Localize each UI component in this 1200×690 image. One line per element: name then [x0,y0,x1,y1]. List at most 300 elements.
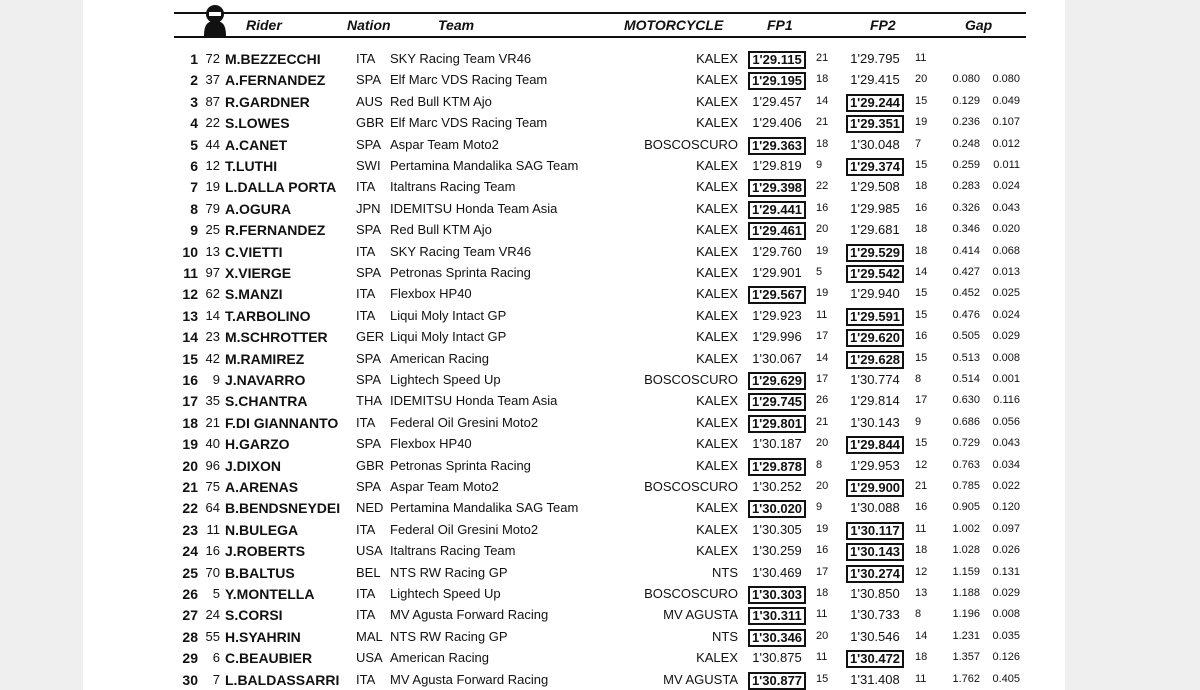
gap-previous-cell: 0.011 [993,159,1020,171]
rider-name-cell: T.LUTHI [225,158,278,174]
rider-name-cell: J.DIXON [225,457,282,474]
fp1-laps-cell: 18 [816,137,829,150]
fp2-laps-cell: 18 [915,651,928,664]
nation-cell: JPN [356,200,381,216]
nation-cell: ITA [356,521,376,537]
motorcycle-cell: KALEX [696,115,738,131]
gap-previous-cell: 0.008 [992,608,1020,621]
fp2-laps-cell: 15 [915,287,928,300]
gap-cell: 0.513 [952,351,980,364]
nation-cell: SPA [356,72,382,88]
fp2-time-cell: 1'29.985 [850,200,900,216]
motorcycle-cell: BOSCOSCURO [644,586,738,601]
gap-previous-cell: 0.024 [992,180,1020,193]
fp1-laps-cell: 17 [816,330,829,343]
team-cell: IDEMITSU Honda Team Asia [390,200,558,216]
gap-cell: 1.762 [952,672,980,685]
gap-cell: 0.505 [952,330,980,343]
rider-number-cell: 42 [205,350,220,366]
fp1-time-cell [742,629,812,647]
table-row [170,669,1030,690]
gap-previous-cell: 0.035 [992,629,1020,642]
fp2-laps-cell: 7 [915,137,922,150]
best-time-box: 1'30.303 [748,586,806,604]
motorcycle-cell: BOSCOSCURO [644,136,738,152]
fp2-laps-cell: 15 [915,94,928,107]
best-time-box: 1'29.745 [748,393,806,411]
table-row [170,48,1030,69]
nation-cell: SPA [356,136,382,152]
nation-cell: GBR [356,457,385,473]
team-cell: SKY Racing Team VR46 [390,51,532,66]
gap-cell: 0.729 [952,437,980,450]
position-cell: 24 [182,543,198,560]
team-cell: SKY Racing Team VR46 [390,243,532,259]
rider-number-cell: 12 [205,158,220,173]
team-cell: Elf Marc VDS Racing Team [390,72,548,88]
position-cell: 4 [190,115,198,132]
best-time-box: 1'30.274 [846,565,904,583]
fp2-laps-cell: 21 [915,480,928,492]
gap-cell: 0.346 [952,223,980,236]
motorcycle-cell: MV AGUSTA [663,607,738,623]
position-cell: 5 [190,136,198,153]
table-row [170,583,1030,604]
rider-helmet-icon [200,4,230,36]
motorcycle-cell: KALEX [696,265,738,280]
fp1-time-cell: 1'30.469 [752,564,802,580]
gap-previous-cell: 0.013 [992,266,1020,278]
fp2-time-cell [840,244,910,262]
header-fp1: FP1 [767,17,793,33]
rider-name-cell: B.BALTUS [225,564,295,581]
nation-cell: ITA [356,179,376,195]
fp2-laps-cell: 12 [915,565,928,578]
fp2-laps-cell: 11 [915,672,927,685]
fp2-time-cell [840,543,910,561]
fp1-laps-cell: 19 [816,244,829,257]
fp2-time-cell [840,565,910,583]
best-time-box: 1'29.363 [748,137,806,155]
fp1-time-cell [742,458,812,476]
fp2-laps-cell: 15 [915,308,928,321]
team-cell: Pertamina Mandalika SAG Team [390,500,579,516]
fp2-laps-cell: 8 [915,373,922,385]
team-cell: Lightech Speed Up [390,372,501,387]
motorcycle-cell: KALEX [696,200,738,216]
gap-previous-cell: 0.107 [992,116,1020,129]
team-cell: Liqui Moly Intact GP [390,307,507,323]
position-cell: 15 [182,350,198,367]
team-cell: Federal Oil Gresini Moto2 [390,414,539,430]
fp2-laps-cell: 16 [915,201,928,214]
table-row [170,519,1030,540]
fp1-laps-cell: 8 [816,458,823,471]
fp1-time-cell: 1'30.187 [752,436,802,452]
gap-previous-cell: 0.068 [992,244,1020,257]
best-time-box: 1'29.398 [748,179,806,197]
gap-cell: 0.259 [952,159,980,171]
position-cell: 12 [182,286,198,303]
table-row [170,305,1030,326]
position-cell: 26 [182,586,198,602]
gap-previous-cell: 0.026 [992,544,1020,557]
rider-number-cell: 13 [205,243,220,259]
gap-previous-cell: 0.029 [992,587,1020,599]
nation-cell: SPA [356,222,382,238]
fp1-time-cell: 1'29.457 [752,93,802,109]
fp1-time-cell: 1'29.760 [752,243,802,259]
fp2-time-cell: 1'29.814 [850,393,900,409]
position-cell: 2 [190,72,198,89]
rider-name-cell: S.MANZI [225,286,283,303]
best-time-box: 1'30.311 [748,607,805,625]
gap-cell: 0.452 [952,287,980,300]
rider-number-cell: 22 [205,115,220,131]
fp2-time-cell [840,479,910,497]
fp1-laps-cell: 14 [816,94,829,107]
fp1-laps-cell: 16 [816,544,829,557]
rider-number-cell: 21 [205,414,220,430]
rider-name-cell: L.DALLA PORTA [225,179,337,196]
position-cell: 8 [190,200,198,217]
table-row [170,647,1030,668]
gap-cell: 1.231 [952,629,980,642]
position-cell: 22 [182,500,198,517]
fp1-time-cell: 1'30.875 [752,650,802,666]
fp2-laps-cell: 16 [915,501,928,514]
team-cell: MV Agusta Forward Racing [390,671,549,687]
fp2-time-cell [840,265,910,283]
fp2-time-cell: 1'30.546 [850,628,900,644]
team-cell: American Racing [390,650,489,666]
fp1-laps-cell: 20 [816,629,829,642]
motorcycle-cell: NTS [712,564,738,580]
fp2-laps-cell: 9 [915,415,922,428]
gap-cell: 1.002 [952,522,980,535]
rider-name-cell: S.LOWES [225,115,290,132]
fp2-laps-cell: 11 [915,52,927,64]
nation-cell: SWI [356,158,381,173]
gap-cell: 0.248 [952,137,980,150]
rider-name-cell: Y.MONTELLA [225,586,315,602]
rider-number-cell: 75 [205,479,220,494]
fp1-laps-cell: 9 [816,159,823,171]
position-cell: 27 [182,607,198,624]
motorcycle-cell: BOSCOSCURO [644,372,738,387]
team-cell: Aspar Team Moto2 [390,479,499,494]
position-cell: 18 [182,414,198,431]
rider-number-cell: 70 [205,564,220,580]
best-time-box: 1'29.351 [846,115,904,133]
rider-number-cell: 6 [212,650,220,666]
best-time-box: 1'29.567 [748,286,806,304]
fp1-time-cell: 1'30.252 [752,479,802,494]
fp1-time-cell [742,179,812,197]
nation-cell: SPA [356,479,382,494]
rider-name-cell: A.OGURA [225,200,292,217]
team-cell: Aspar Team Moto2 [390,136,499,152]
gap-cell: 0.630 [952,394,980,407]
position-cell: 16 [182,372,198,388]
rider-name-cell: X.VIERGE [225,265,292,281]
best-time-box: 1'29.620 [846,329,904,347]
table-row [170,134,1030,155]
fp2-time-cell: 1'30.143 [850,414,900,430]
fp1-laps-cell: 11 [816,651,828,664]
gap-previous-cell: 0.025 [992,287,1020,300]
table-header [170,10,1026,36]
gap-previous-cell: 0.020 [992,223,1020,236]
fp2-laps-cell: 15 [915,437,928,450]
rider-name-cell: A.FERNANDEZ [225,72,326,89]
fp1-time-cell: 1'30.067 [752,350,802,366]
fp1-laps-cell: 19 [816,522,829,535]
rider-name-cell: R.FERNANDEZ [225,222,326,239]
rider-name-cell: F.DI GIANNANTO [225,414,339,431]
gap-previous-cell: 0.043 [992,437,1020,450]
header-team: Team [438,17,475,33]
motorcycle-cell: KALEX [696,650,738,666]
gap-previous-cell: 0.120 [992,501,1020,514]
motorcycle-cell: KALEX [696,500,738,516]
gap-cell: 0.283 [952,180,980,193]
fp1-laps-cell: 14 [816,351,829,364]
fp2-laps-cell: 11 [915,522,927,535]
fp2-laps-cell: 18 [915,544,928,557]
rider-number-cell: 87 [205,93,220,109]
table-row [170,91,1030,112]
fp1-laps-cell: 9 [816,501,823,514]
table-row [170,369,1030,390]
table-row [170,626,1030,647]
table-row [170,412,1030,433]
gap-previous-cell: 0.097 [992,522,1020,535]
fp1-time-cell: 1'29.406 [752,115,802,131]
table-row [170,262,1030,283]
rider-name-cell: H.GARZO [225,436,290,453]
best-time-box: 1'29.801 [748,415,806,433]
fp2-time-cell: 1'29.795 [850,51,900,66]
rider-number-cell: 7 [212,671,220,687]
fp1-time-cell [742,137,812,155]
team-cell: American Racing [390,350,489,366]
fp2-time-cell [840,329,910,347]
nation-cell: GBR [356,115,385,131]
fp1-time-cell [742,500,812,518]
fp2-laps-cell: 18 [915,223,928,236]
gap-cell: 1.159 [952,565,980,578]
position-cell: 21 [182,479,198,495]
motorcycle-cell: KALEX [696,179,738,195]
fp1-laps-cell: 20 [816,223,829,236]
rider-name-cell: J.ROBERTS [225,543,306,560]
rider-number-cell: 62 [205,286,220,302]
rider-name-cell: H.SYAHRIN [225,628,301,645]
rider-number-cell: 96 [205,457,220,473]
gap-previous-cell: 0.034 [992,458,1020,471]
fp1-laps-cell: 15 [816,672,829,685]
gap-previous-cell: 0.049 [992,94,1020,107]
motorcycle-cell: KALEX [696,521,738,537]
position-cell: 28 [182,628,198,645]
rider-name-cell: S.CORSI [225,607,283,624]
nation-cell: ITA [356,243,376,259]
rider-name-cell: C.VIETTI [225,243,283,260]
rider-number-cell: 23 [205,329,220,345]
gap-cell: 1.357 [952,651,980,664]
nation-cell: SPA [356,436,382,452]
fp2-laps-cell: 16 [915,330,928,343]
motorcycle-cell: MV AGUSTA [663,671,738,687]
position-cell: 11 [183,265,198,281]
fp2-time-cell [840,115,910,133]
fp2-time-cell [840,158,910,176]
team-cell: NTS RW Racing GP [390,564,508,580]
table-row [170,241,1030,262]
best-time-box: 1'29.900 [846,479,904,497]
fp2-time-cell [840,94,910,112]
gap-cell: 0.514 [952,373,980,385]
team-cell: Pertamina Mandalika SAG Team [390,158,579,173]
fp1-laps-cell: 17 [816,373,829,385]
rider-name-cell: M.BEZZECCHI [225,51,321,67]
fp1-time-cell [742,201,812,219]
nation-cell: AUS [356,93,383,109]
team-cell: Federal Oil Gresini Moto2 [390,521,539,537]
gap-cell: 0.414 [952,244,980,257]
rider-name-cell: R.GARDNER [225,93,310,110]
gap-cell: 1.028 [952,544,980,557]
team-cell: IDEMITSU Honda Team Asia [390,393,558,409]
team-cell: Red Bull KTM Ajo [390,222,492,238]
motorcycle-cell: KALEX [696,393,738,409]
header-rider: Rider [246,17,282,33]
motorcycle-cell: KALEX [696,457,738,473]
fp2-time-cell [840,522,910,540]
gap-previous-cell: 0.012 [992,137,1020,150]
fp1-laps-cell: 18 [816,587,829,599]
fp1-laps-cell: 11 [816,608,828,621]
rider-name-cell: N.BULEGA [225,521,299,538]
gap-cell: 0.763 [952,458,980,471]
nation-cell: USA [356,650,383,666]
team-cell: Red Bull KTM Ajo [390,93,492,109]
rider-number-cell: 19 [205,179,220,195]
fp1-time-cell [742,607,812,625]
best-time-box: 1'29.244 [846,94,904,112]
fp2-time-cell: 1'29.681 [850,222,900,238]
nation-cell: ITA [356,307,376,323]
best-time-box: 1'30.117 [846,522,903,540]
nation-cell: ITA [356,607,376,623]
gap-cell: 0.129 [952,94,980,107]
gap-previous-cell: 0.022 [992,480,1020,492]
rider-name-cell: A.ARENAS [225,479,299,495]
position-cell: 25 [182,564,198,581]
gap-previous-cell: 0.008 [992,351,1020,364]
gap-cell: 0.080 [952,73,980,86]
fp2-time-cell: 1'29.415 [850,72,900,88]
position-cell: 1 [190,51,198,67]
rider-number-cell: 44 [205,136,220,152]
gap-previous-cell: 0.116 [993,394,1020,407]
best-time-box: 1'30.020 [748,500,806,518]
gap-previous-cell: 0.131 [992,565,1020,578]
motorcycle-cell: KALEX [696,72,738,88]
header-gap: Gap [965,17,993,33]
fp2-time-cell [840,650,910,668]
nation-cell: BEL [356,564,381,580]
fp2-laps-cell: 15 [915,159,928,171]
fp2-laps-cell: 15 [915,351,928,364]
motorcycle-cell: KALEX [696,243,738,259]
table-row [170,283,1030,304]
fp1-laps-cell: 18 [816,73,829,86]
team-cell: MV Agusta Forward Racing [390,607,549,623]
team-cell: Petronas Sprinta Racing [390,265,531,280]
nation-cell: ITA [356,414,376,430]
fp1-laps-cell: 20 [816,437,829,450]
table-row [170,433,1030,454]
gap-cell: 1.188 [952,587,980,599]
gap-cell: 0.686 [952,415,980,428]
fp2-time-cell [840,308,910,326]
rider-number-cell: 72 [205,51,220,66]
motorcycle-cell: KALEX [696,329,738,345]
position-cell: 29 [182,650,198,667]
gap-previous-cell: 0.126 [992,651,1020,664]
rider-number-cell: 37 [205,72,220,88]
motorcycle-cell: KALEX [696,222,738,238]
rider-number-cell: 5 [212,586,220,601]
motorcycle-cell: KALEX [696,350,738,366]
fp1-laps-cell: 20 [816,480,829,492]
best-time-box: 1'29.461 [748,222,806,240]
nation-cell: USA [356,543,383,559]
gap-previous-cell: 0.080 [992,73,1020,86]
fp1-laps-cell: 16 [816,201,829,214]
team-cell: Lightech Speed Up [390,586,501,601]
nation-cell: GER [356,329,385,345]
best-time-box: 1'29.195 [748,72,806,90]
rider-name-cell: M.SCHROTTER [225,329,328,346]
table-row [170,219,1030,240]
rider-name-cell: B.BENDSNEYDEI [225,500,341,517]
fp2-time-cell: 1'31.408 [850,671,900,687]
fp1-time-cell [742,72,812,90]
fp1-time-cell [742,51,812,69]
table-row [170,198,1030,219]
best-time-box: 1'30.143 [846,543,904,561]
fp2-time-cell: 1'29.508 [850,179,900,195]
rider-number-cell: 24 [205,607,220,623]
nation-cell: MAL [356,628,383,644]
fp1-laps-cell: 17 [816,565,829,578]
fp2-laps-cell: 14 [915,266,928,278]
gap-cell: 0.476 [952,308,980,321]
nation-cell: NED [356,500,384,516]
best-time-box: 1'29.529 [846,244,904,262]
best-time-box: 1'30.877 [748,672,806,690]
position-cell: 13 [182,307,198,324]
gap-previous-cell: 0.001 [992,373,1020,385]
fp2-laps-cell: 17 [915,394,928,407]
gap-previous-cell: 0.029 [992,330,1020,343]
rider-number-cell: 25 [205,222,220,238]
motorcycle-cell: NTS [712,628,738,644]
nation-cell: ITA [356,671,376,687]
